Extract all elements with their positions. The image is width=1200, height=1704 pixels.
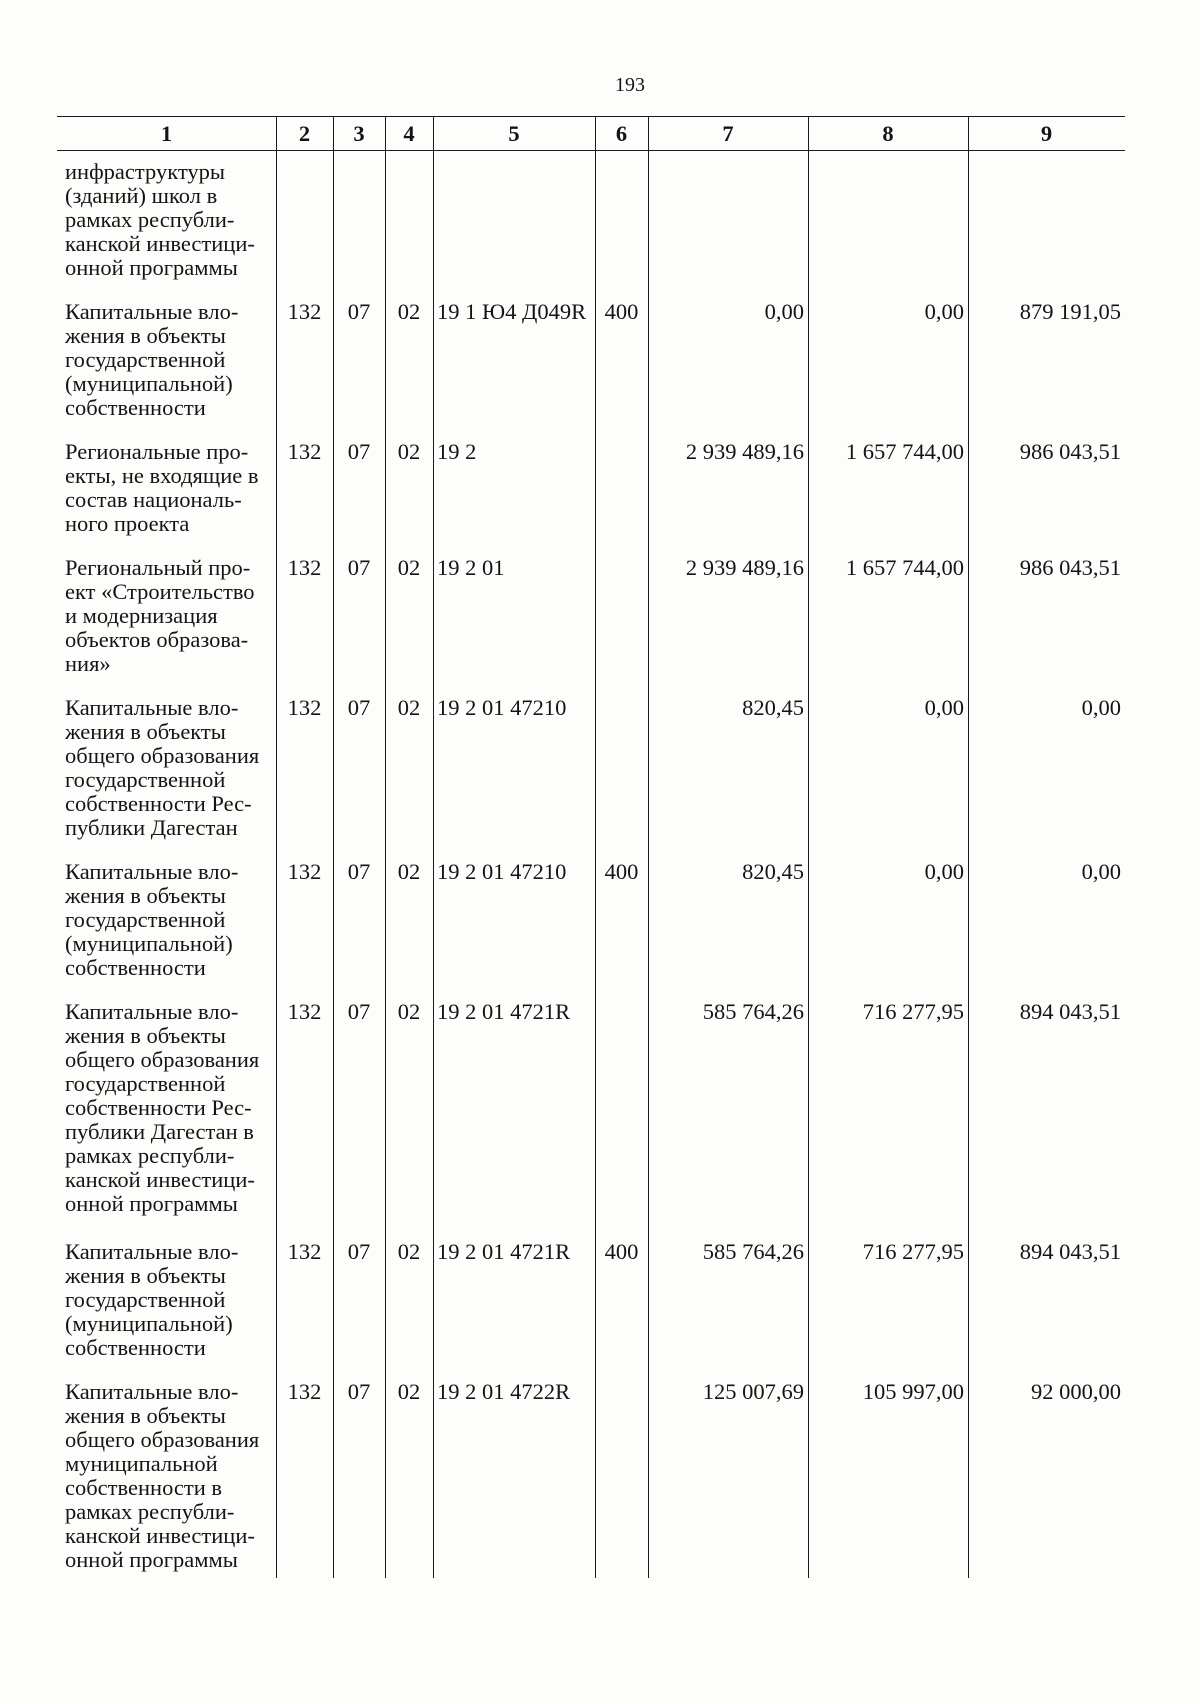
cell-col-3: 07 bbox=[347, 695, 371, 720]
cell-col-8: 0,00 bbox=[924, 299, 964, 324]
cell-col-8: 105 997,00 bbox=[862, 1379, 964, 1404]
cell-col-8: 0,00 bbox=[924, 859, 964, 884]
row-description: инфраструктуры (зданий) школ в рамках республи- канской инвестици- онной программы bbox=[65, 159, 255, 280]
cell-col-8: 1 657 744,00 bbox=[845, 439, 964, 464]
cell-col-2: 132 bbox=[287, 555, 322, 580]
cell-col-3: 07 bbox=[347, 439, 371, 464]
cell-col-6: 400 bbox=[604, 1239, 639, 1264]
cell-col-7: 0,00 bbox=[764, 299, 804, 324]
column-divider bbox=[808, 116, 809, 1578]
cell-col-3: 07 bbox=[347, 1239, 371, 1264]
cell-col-7: 820,45 bbox=[742, 859, 804, 884]
cell-col-4: 02 bbox=[397, 1379, 421, 1404]
row-description: Капитальные вло- жения в объекты государственной (муниципальной) собственности bbox=[65, 299, 239, 420]
cell-col-6: 400 bbox=[604, 299, 639, 324]
row-description: Капитальные вло- жения в объекты государственной (муниципальной) собственности bbox=[65, 1239, 239, 1360]
cell-col-7: 585 764,26 bbox=[702, 999, 804, 1024]
cell-col-4: 02 bbox=[397, 439, 421, 464]
cell-col-3: 07 bbox=[347, 555, 371, 580]
column-divider bbox=[595, 116, 596, 1578]
cell-col-2: 132 bbox=[287, 859, 322, 884]
row-description: Капитальные вло- жения в объекты общего образования государственной собственности Рес- публики Дагестан в рамках республи- канской инвестици- онной программы bbox=[65, 999, 260, 1216]
cell-col-8: 1 657 744,00 bbox=[845, 555, 964, 580]
cell-col-2: 132 bbox=[287, 695, 322, 720]
column-header: 6 bbox=[615, 121, 628, 146]
cell-col-8: 0,00 bbox=[924, 695, 964, 720]
cell-col-7: 820,45 bbox=[742, 695, 804, 720]
cell-col-9: 879 191,05 bbox=[1019, 299, 1121, 324]
cell-col-4: 02 bbox=[397, 999, 421, 1024]
column-header: 4 bbox=[403, 121, 415, 146]
cell-col-3: 07 bbox=[347, 299, 371, 324]
cell-col-9: 894 043,51 bbox=[1019, 999, 1121, 1024]
cell-col-2: 132 bbox=[287, 299, 322, 324]
column-header: 3 bbox=[353, 121, 365, 146]
column-header: 1 bbox=[160, 121, 173, 146]
column-header: 2 bbox=[298, 121, 311, 146]
cell-col-4: 02 bbox=[397, 695, 421, 720]
cell-col-8: 716 277,95 bbox=[862, 999, 964, 1024]
column-divider bbox=[968, 116, 969, 1578]
column-divider bbox=[333, 116, 334, 1578]
cell-col-5: 19 2 01 4722R bbox=[437, 1379, 571, 1404]
cell-col-3: 07 bbox=[347, 859, 371, 884]
cell-col-3: 07 bbox=[347, 1379, 371, 1404]
cell-col-2: 132 bbox=[287, 1379, 322, 1404]
cell-col-5: 19 2 bbox=[437, 439, 477, 464]
row-description: Капитальные вло- жения в объекты общего образования государственной собственности Рес- публики Дагестан bbox=[65, 695, 260, 840]
cell-col-9: 0,00 bbox=[1081, 859, 1121, 884]
cell-col-5: 19 2 01 47210 bbox=[437, 695, 567, 720]
cell-col-4: 02 bbox=[397, 859, 421, 884]
cell-col-9: 0,00 bbox=[1081, 695, 1121, 720]
row-description: Капитальные вло- жения в объекты государственной (муниципальной) собственности bbox=[65, 859, 239, 980]
cell-col-5: 19 2 01 4721R bbox=[437, 1239, 571, 1264]
cell-col-7: 585 764,26 bbox=[702, 1239, 804, 1264]
cell-col-9: 894 043,51 bbox=[1019, 1239, 1121, 1264]
cell-col-9: 986 043,51 bbox=[1019, 555, 1121, 580]
cell-col-2: 132 bbox=[287, 1239, 322, 1264]
column-divider bbox=[648, 116, 649, 1578]
row-description: Капитальные вло- жения в объекты общего образования муниципальной собственности в рамках республи- канской инвестици- онной программы bbox=[65, 1379, 260, 1572]
column-header: 7 bbox=[722, 121, 734, 146]
cell-col-7: 2 939 489,16 bbox=[685, 555, 804, 580]
cell-col-7: 125 007,69 bbox=[702, 1379, 804, 1404]
cell-col-4: 02 bbox=[397, 555, 421, 580]
column-header: 8 bbox=[882, 121, 894, 146]
cell-col-9: 986 043,51 bbox=[1019, 439, 1121, 464]
cell-col-3: 07 bbox=[347, 999, 371, 1024]
cell-col-7: 2 939 489,16 bbox=[685, 439, 804, 464]
column-divider bbox=[276, 116, 277, 1578]
column-header: 5 bbox=[508, 121, 520, 146]
cell-col-2: 132 bbox=[287, 999, 322, 1024]
cell-col-9: 92 000,00 bbox=[1031, 1379, 1121, 1404]
cell-col-5: 19 2 01 4721R bbox=[437, 999, 571, 1024]
column-header: 9 bbox=[1040, 121, 1053, 146]
cell-col-5: 19 2 01 bbox=[437, 555, 505, 580]
cell-col-6: 400 bbox=[604, 859, 639, 884]
column-divider bbox=[433, 116, 434, 1578]
cell-col-4: 02 bbox=[397, 299, 421, 324]
cell-col-5: 19 2 01 47210 bbox=[437, 859, 567, 884]
row-description: Региональные про- екты, не входящие в состав националь- ного проекта bbox=[65, 439, 259, 536]
table-top-rule bbox=[57, 116, 1125, 117]
page-number: 193 bbox=[615, 74, 645, 96]
cell-col-4: 02 bbox=[397, 1239, 421, 1264]
cell-col-8: 716 277,95 bbox=[862, 1239, 964, 1264]
header-bottom-rule bbox=[57, 150, 1125, 151]
column-divider bbox=[385, 116, 386, 1578]
cell-col-5: 19 1 Ю4 Д049R bbox=[437, 299, 587, 324]
cell-col-2: 132 bbox=[287, 439, 322, 464]
row-description: Региональный про- ект «Строительство и модернизация объектов образова- ния» bbox=[65, 555, 255, 676]
